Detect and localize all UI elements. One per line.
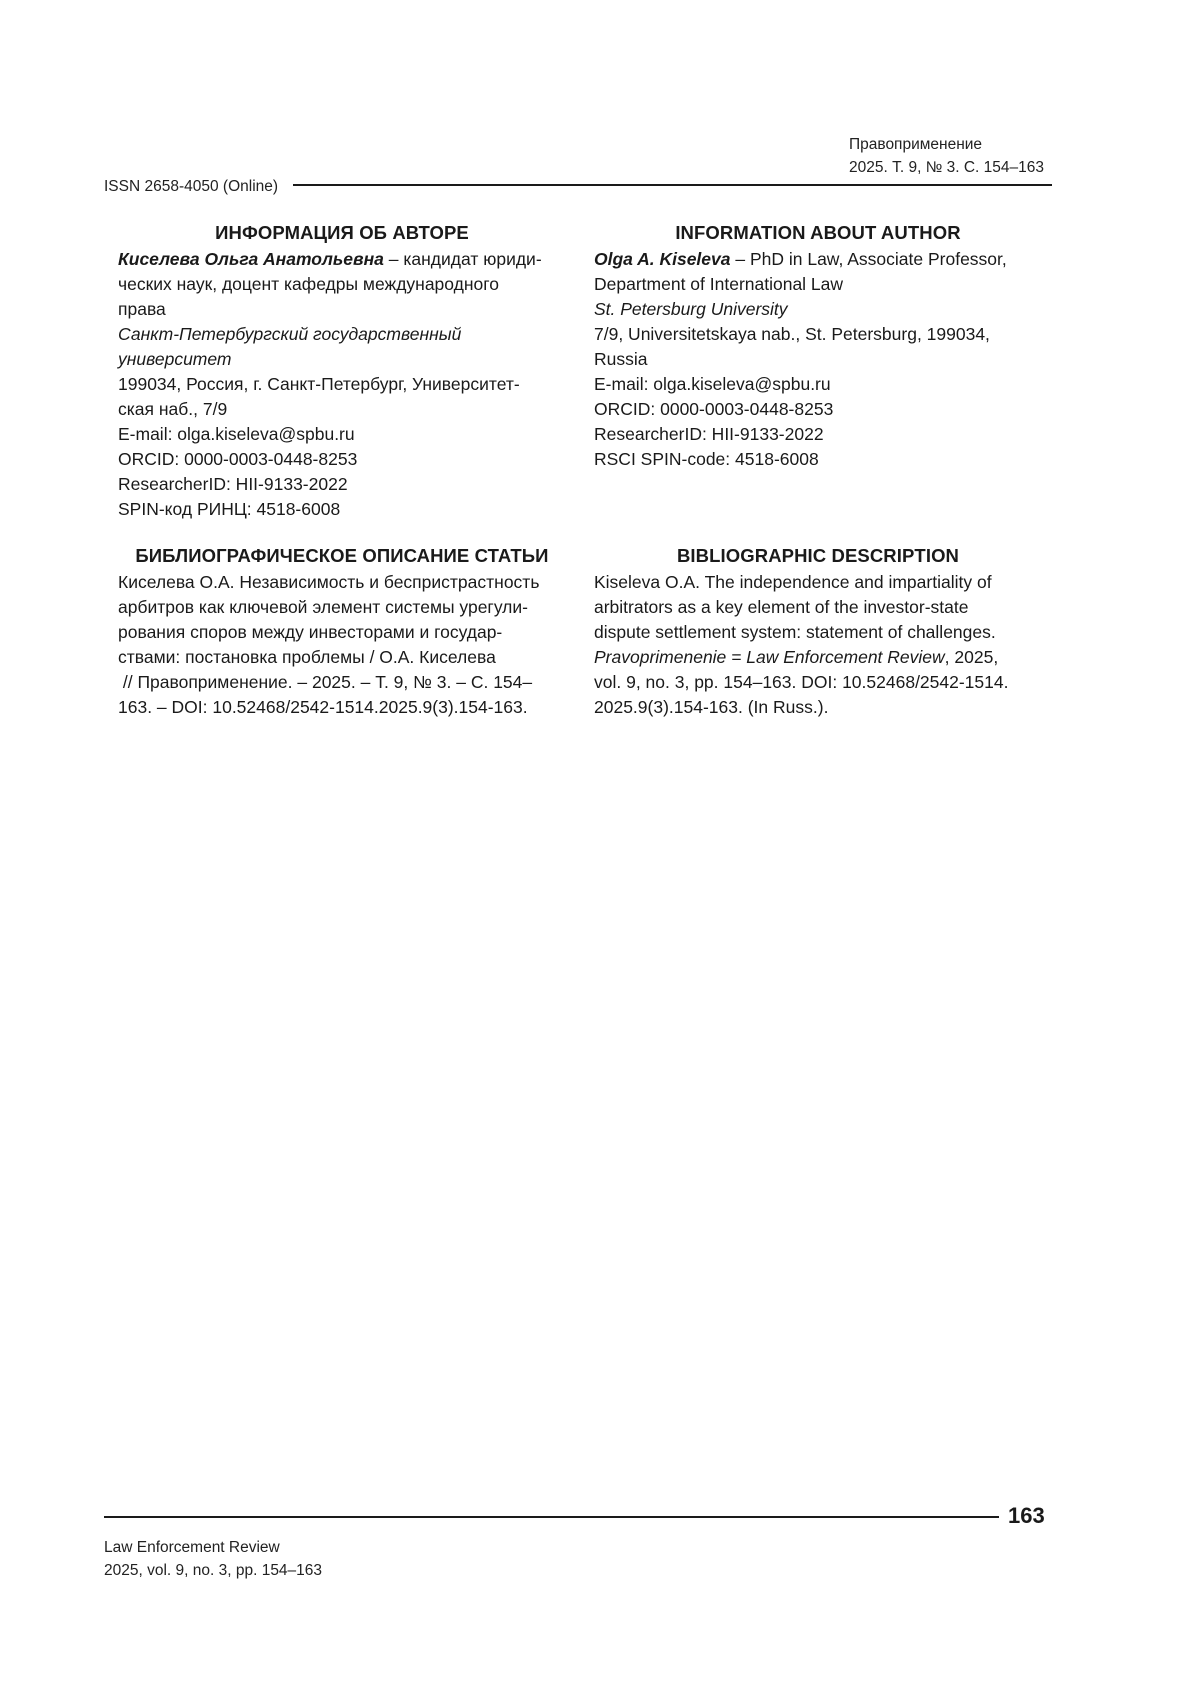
address: Russia — [594, 347, 1042, 372]
citation-line: рования споров между инвесторами и государ- — [118, 620, 566, 645]
citation-line: Киселева О.А. Независимость и беспристрастность — [118, 570, 566, 595]
citation-line: 163. – DOI: 10.52468/2542-1514.2025.9(3).154-163. — [118, 695, 566, 720]
footer-rule — [104, 1516, 999, 1518]
citation-line: 2025.9(3).154-163. (In Russ.). — [594, 695, 1042, 720]
email: E-mail: olga.kiseleva@spbu.ru — [594, 372, 1042, 397]
author-title-line: Olga A. Kiseleva – PhD in Law, Associate Professor, — [594, 247, 1042, 272]
orcid: ORCID: 0000-0003-0448-8253 — [118, 447, 566, 472]
text-line: ческих наук, доцент кафедры международного — [118, 272, 566, 297]
section-heading: BIBLIOGRAPHIC DESCRIPTION — [594, 544, 1042, 568]
author-info-en — [594, 221, 1042, 472]
journal-name-italic: Pravoprimenenie = Law Enforcement Review — [594, 647, 945, 667]
citation-line: Pravoprimenenie = Law Enforcement Review, 2025, — [594, 645, 1042, 670]
issn: ISSN 2658-4050 (Online) — [104, 177, 278, 197]
spin-code: RSCI SPIN-code: 4518-6008 — [594, 447, 1042, 472]
email: E-mail: olga.kiseleva@spbu.ru — [118, 422, 566, 447]
author-info-ru — [118, 221, 566, 522]
researcher-id: ResearcherID: HII-9133-2022 — [594, 422, 1042, 447]
address: 7/9, Universitetskaya nab., St. Petersburg, 199034, — [594, 322, 1042, 347]
university: университет — [118, 347, 566, 372]
author-name: Киселева Ольга Анатольевна — [118, 249, 384, 269]
text-line: права — [118, 297, 566, 322]
section-heading: ИНФОРМАЦИЯ ОБ АВТОРЕ — [118, 221, 566, 245]
page-number: 163 — [1008, 1502, 1045, 1530]
header-rule — [293, 184, 1052, 186]
citation-line: ствами: постановка проблемы / О.А. Киселева — [118, 645, 566, 670]
section-heading: INFORMATION ABOUT AUTHOR — [594, 221, 1042, 245]
address: 199034, Россия, г. Санкт-Петербург, Университет- — [118, 372, 566, 397]
citation-line: dispute settlement system: statement of challenges. — [594, 620, 1042, 645]
citation-line: арбитров как ключевой элемент системы урегули- — [118, 595, 566, 620]
address: ская наб., 7/9 — [118, 397, 566, 422]
spin-code: SPIN-код РИНЦ: 4518-6008 — [118, 497, 566, 522]
citation-line: // Правоприменение. – 2025. – Т. 9, № 3. – С. 154– — [118, 670, 566, 695]
issue-info-en: 2025, vol. 9, no. 3, pp. 154–163 — [104, 1559, 322, 1582]
author-title-line: Киселева Ольга Анатольевна – кандидат юриди- — [118, 247, 566, 272]
citation-line: vol. 9, no. 3, pp. 154–163. DOI: 10.52468/2542-1514. — [594, 670, 1042, 695]
orcid: ORCID: 0000-0003-0448-8253 — [594, 397, 1042, 422]
text-line: Department of International Law — [594, 272, 1042, 297]
researcher-id: ResearcherID: HII-9133-2022 — [118, 472, 566, 497]
author-name: Olga A. Kiseleva — [594, 249, 731, 269]
citation-line: arbitrators as a key element of the investor-state — [594, 595, 1042, 620]
university: St. Petersburg University — [594, 297, 1042, 322]
university: Санкт-Петербургский государственный — [118, 322, 566, 347]
journal-title-en: Law Enforcement Review — [104, 1536, 322, 1559]
journal-title-ru: Правоприменение — [849, 133, 1044, 156]
citation-line: Kiseleva O.A. The independence and impartiality of — [594, 570, 1042, 595]
biblio-ru — [118, 544, 566, 720]
biblio-en — [594, 544, 1042, 720]
running-footer — [104, 1536, 322, 1582]
running-header-right — [849, 133, 1044, 179]
section-heading: БИБЛИОГРАФИЧЕСКОЕ ОПИСАНИЕ СТАТЬИ — [118, 544, 566, 568]
issue-info-ru: 2025. Т. 9, № 3. С. 154–163 — [849, 156, 1044, 179]
